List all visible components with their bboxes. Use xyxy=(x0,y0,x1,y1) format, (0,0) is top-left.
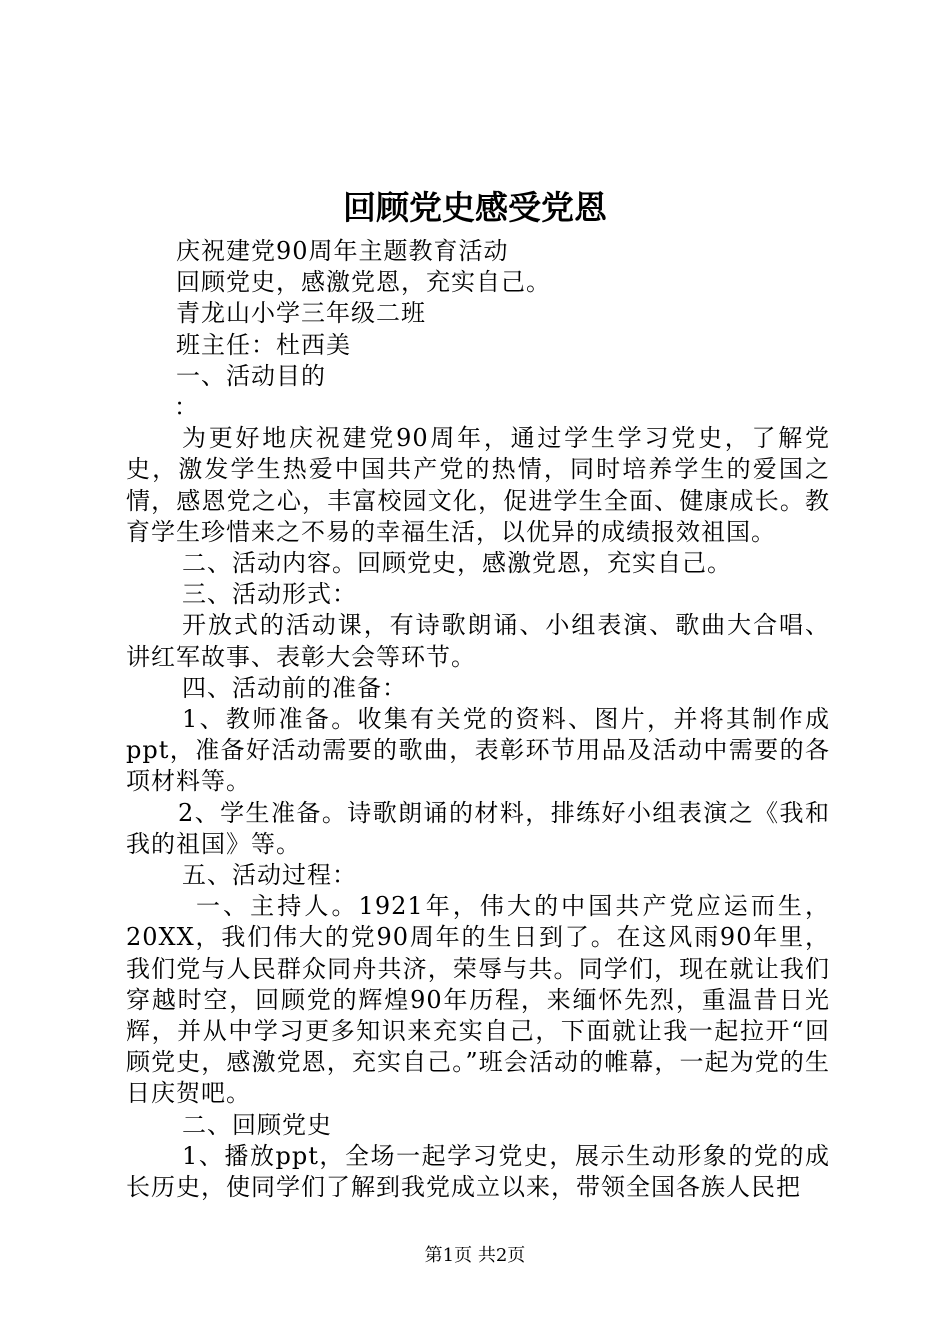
page-number-footer: 第1页 共2页 xyxy=(424,1245,526,1266)
document-body xyxy=(126,236,830,1203)
paragraph-purpose-text: 为更好地庆祝建党90周年，通过学生学习党史，了解党史，激发学生热爱中国共产党的热情，同时培养学生的爱国之情，感恩党之心，丰富校园文化，促进学生全面、健康成长。教育学生珍惜来之不易的幸福生活，以优异的成绩报效祖国。 xyxy=(126,424,830,546)
paragraph-subtitle: 庆祝建党90周年主题教育活动 xyxy=(176,237,509,265)
paragraph-class: 青龙山小学三年级二班 xyxy=(176,299,426,328)
paragraph-ppt-text: 1、播放ppt，全场一起学习党史，展示生动形象的党的成长历史，使同学们了解到我党成立以来，带领全国各族人民把 xyxy=(126,1141,830,1202)
heading-preparation: 四、活动前的准备： xyxy=(182,673,407,702)
paragraph-form-text: 开放式的活动课，有诗歌朗诵、小组表演、歌曲大合唱、讲红军故事、表彰大会等环节。 xyxy=(126,611,830,671)
paragraph-theme: 回顾党史，感激党恩，充实自己。 xyxy=(176,268,551,297)
heading-activity-form: 三、活动形式： xyxy=(182,580,357,609)
document-title: 回顾党史感受党恩 xyxy=(343,188,607,227)
heading-review-history: 二、回顾党史 xyxy=(182,1110,332,1139)
paragraph-student-prep: 2、学生准备。诗歌朗诵的材料，排练好小组表演之《我和我的祖国》等。 xyxy=(126,798,830,858)
paragraph-teacher: 班主任：杜西美 xyxy=(176,330,351,359)
heading-activity-process: 五、活动过程： xyxy=(182,861,357,890)
heading-activity-content: 二、活动内容。回顾党史，感激党恩，充实自己。 xyxy=(182,549,732,578)
paragraph-host-text: 一、主持人。1921年，伟大的中国共产党应运而生，20XX，我们伟大的党90周年的生日到了。在这风雨90年里，我们党与人民群众同舟共济，荣辱与共。同学们，现在就让我们穿越时空，回顾党的辉煌90年历程，来缅怀先烈，重温昔日光辉，并从中学习更多知识来充实自己，下面就让我一起拉开“回顾党史，感激党恩，充实自己。”班会活动的帷幕，一起为党的生日庆贺吧。 xyxy=(126,892,830,1108)
paragraph-colon: ： xyxy=(174,393,199,422)
paragraph-teacher-prep: 1、教师准备。收集有关党的资料、图片，并将其制作成ppt，准备好活动需要的歌曲，表彰环节用品及活动中需要的各项材料等。 xyxy=(126,705,830,796)
heading-activity-purpose: 一、活动目的 xyxy=(176,361,326,390)
